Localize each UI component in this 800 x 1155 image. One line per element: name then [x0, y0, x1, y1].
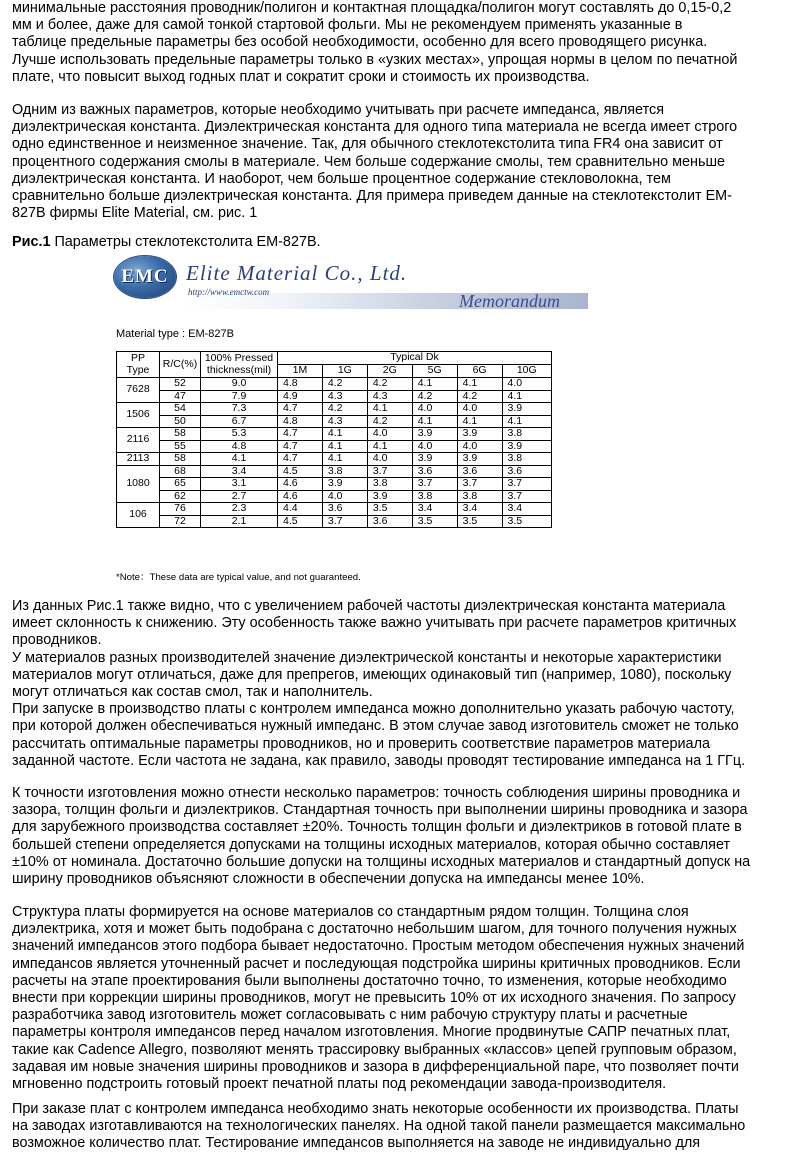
paragraph-2: Одним из важных параметров, которые необходимо учитывать при расчете импеданса, является диэлектрическая константа. Диэлектрическая константа для одного типа материала не всегда имеет строго одно единственное и неизменное значение. Так, для обычного стеклотекстолита типа FR4 она зависит от процентного содержания смолы в материале. Чем больше содержание смолы, тем сравнительно меньше диэлектрическая константа. И наоборот, чем больше процентное содержание стекловолокна, тем сравнительно больше диэлектрическая константа. Для примера приведем данные на стеклотекстолит EM- 827B фирмы Elite Material, см. рис. 1: [12, 102, 738, 222]
dk-table: [116, 351, 552, 528]
dk-value-cell: 4.0: [412, 403, 457, 416]
dk-value-cell: 4.7: [278, 428, 323, 441]
header-thickness: 100% Pressed thickness(mil): [201, 352, 278, 378]
dk-value-cell: 4.7: [278, 453, 323, 466]
header-freq: 1G: [322, 365, 367, 378]
company-name: Elite Material Co., Ltd.: [186, 261, 408, 285]
table-note: *Note：These data are typical value, and not guaranteed.: [116, 572, 361, 583]
dk-value-cell: 4.1: [457, 415, 502, 428]
dk-value-cell: 3.7: [412, 478, 457, 491]
table-row: [117, 415, 552, 428]
rc-cell: 55: [160, 440, 201, 453]
dk-value-cell: 4.5: [278, 465, 323, 478]
dk-value-cell: 3.6: [412, 465, 457, 478]
rc-cell: 65: [160, 478, 201, 491]
dk-value-cell: 4.0: [322, 490, 367, 503]
thickness-cell: 3.1: [201, 478, 278, 491]
dk-value-cell: 4.0: [457, 403, 502, 416]
dk-value-cell: 4.1: [322, 453, 367, 466]
rc-cell: 47: [160, 390, 201, 403]
figure-em827b: [112, 253, 598, 583]
dk-value-cell: 3.6: [502, 465, 551, 478]
dk-value-cell: 3.9: [322, 478, 367, 491]
dk-value-cell: 3.5: [367, 503, 412, 516]
dk-value-cell: 4.8: [278, 415, 323, 428]
thickness-cell: 5.3: [201, 428, 278, 441]
figure-caption-label: Рис.1: [12, 234, 51, 250]
thickness-cell: 9.0: [201, 378, 278, 391]
thickness-cell: 4.1: [201, 453, 278, 466]
dk-value-cell: 4.7: [278, 440, 323, 453]
dk-value-cell: 3.7: [502, 490, 551, 503]
header-freq: 1M: [278, 365, 323, 378]
dk-value-cell: 4.0: [367, 453, 412, 466]
dk-value-cell: 3.8: [322, 465, 367, 478]
dk-value-cell: 4.1: [367, 403, 412, 416]
dk-value-cell: 4.1: [322, 428, 367, 441]
table-row: [117, 428, 552, 441]
thickness-cell: 4.8: [201, 440, 278, 453]
dk-value-cell: 4.1: [502, 415, 551, 428]
paragraph-5: Структура платы формируется на основе материалов со стандартным рядом толщин. Толщина слоя диэлектрика, хотя и может быть подобрана с достаточно небольшим шагом, для точного получения нужных значений импедансов этого подбора бывает недостаточно. Простым методом обеспечения нужных значений импедансов является уточненный расчет и последующая подстройка ширины критичных проводников. Если расчеты на этапе проектирования были выполнены достаточно точно, то изменения, которые необходимо внести при коррекции ширины проводников, могут не превысить 10% от их исходного значения. По запросу разработчика завод изготовитель может согласовывать с ним рабочую структуру платы и расчетные параметры контроля импедансов перед началом изготовления. Многие продвинутые САПР печатных плат, такие как Cadence Allegro, позволяют менять трассировку выбранных «классов» цепей групповым образом, задавая им новые значения ширины проводников и зазора в дифференциальной паре, что позволяет почти мгновенно подстроить готовый проект печатной платы под рекомендации завода-производителя.: [12, 904, 745, 1093]
dk-value-cell: 4.0: [412, 440, 457, 453]
dk-value-cell: 4.8: [278, 378, 323, 391]
dk-value-cell: 4.2: [367, 415, 412, 428]
table-row: [117, 465, 552, 478]
header-freq: 10G: [502, 365, 551, 378]
dk-value-cell: 3.9: [412, 428, 457, 441]
paragraph-4: К точности изготовления можно отнести несколько параметров: точность соблюдения ширины проводника и зазора, толщин фольги и диэлектриков. Стандартная точность при выполнении ширины проводника и зазора для зарубежного производства составляет ±20%. Точность толщин фольги и диэлектриков в готовой плате в большей степени определяется допусками на толщины исходных материалов, которая обычно составляет ±10% от номинала. Достаточно большие допуски на толщины исходных материалов и стандартный допуск на ширину проводников объясняют сложности в обеспечении допуска на импедансы менее 10%.: [12, 785, 751, 888]
dk-value-cell: 3.5: [412, 515, 457, 528]
paragraph-1: минимальные расстояния проводник/полигон и контактная площадка/полигон могут составлять до 0,15-0,2 мм и более, даже для самой тонкой стартовой фольги. Мы не рекомендуем применять указанные в таблице предельные параметры без особой необходимости, особенно для всего проводящего рисунка. Лучше использовать предельные параметры только в «узких местах», упрощая нормы в целом по печатной плате, что повысит выход годных плат и сократит сроки и стоимость их производства.: [12, 0, 738, 85]
dk-value-cell: 4.3: [322, 415, 367, 428]
table-row: [117, 440, 552, 453]
dk-value-cell: 4.6: [278, 478, 323, 491]
rc-cell: 58: [160, 428, 201, 441]
dk-value-cell: 3.8: [412, 490, 457, 503]
pp-type-cell: 1506: [117, 403, 160, 428]
thickness-cell: 2.1: [201, 515, 278, 528]
memorandum-label: Memorandum: [459, 291, 560, 311]
thickness-cell: 2.7: [201, 490, 278, 503]
rc-cell: 58: [160, 453, 201, 466]
table-row: [117, 403, 552, 416]
dk-value-cell: 3.9: [457, 453, 502, 466]
figure-caption: [12, 234, 321, 251]
dk-value-cell: 3.9: [367, 490, 412, 503]
rc-cell: 68: [160, 465, 201, 478]
table-row: [117, 478, 552, 491]
rc-cell: 76: [160, 503, 201, 516]
dk-value-cell: 4.2: [322, 378, 367, 391]
header-freq: 2G: [367, 365, 412, 378]
emc-logo: [114, 256, 176, 298]
dk-value-cell: 4.2: [322, 403, 367, 416]
table-row: [117, 515, 552, 528]
dk-value-cell: 3.6: [457, 465, 502, 478]
dk-value-cell: 3.5: [502, 515, 551, 528]
dk-value-cell: 3.5: [457, 515, 502, 528]
pp-type-cell: 2116: [117, 428, 160, 453]
table-row: [117, 503, 552, 516]
dk-value-cell: 4.0: [502, 378, 551, 391]
pp-type-cell: 106: [117, 503, 160, 528]
rc-cell: 72: [160, 515, 201, 528]
dk-value-cell: 3.8: [457, 490, 502, 503]
dk-value-cell: 4.0: [457, 440, 502, 453]
dk-value-cell: 3.7: [367, 465, 412, 478]
dk-value-cell: 3.4: [502, 503, 551, 516]
header-freq: 5G: [412, 365, 457, 378]
dk-value-cell: 3.8: [502, 453, 551, 466]
dk-value-cell: 4.1: [322, 440, 367, 453]
table-row: [117, 453, 552, 466]
dk-value-cell: 4.2: [367, 378, 412, 391]
dk-value-cell: 4.1: [367, 440, 412, 453]
material-type: Material type : EM-827B: [116, 328, 234, 340]
rc-cell: 54: [160, 403, 201, 416]
dk-value-cell: 4.5: [278, 515, 323, 528]
paragraph-6: При заказе плат с контролем импеданса необходимо знать некоторые особенности их производства. Платы на заводах изготавливаются на технологических панелях. На одной такой панели размещается максимально возможное количество плат. Тестирование импедансов выполняется на заводе не индивидуально для: [12, 1101, 746, 1152]
thickness-cell: 3.4: [201, 465, 278, 478]
emc-logo-text: EMC: [121, 266, 169, 287]
dk-value-cell: 3.6: [322, 503, 367, 516]
dk-value-cell: 3.9: [502, 403, 551, 416]
figure-caption-text: Параметры стеклотекстолита EM-827B.: [50, 234, 321, 250]
dk-value-cell: 3.4: [457, 503, 502, 516]
dk-value-cell: 4.1: [457, 378, 502, 391]
dk-value-cell: 4.9: [278, 390, 323, 403]
thickness-cell: 6.7: [201, 415, 278, 428]
dk-value-cell: 3.7: [322, 515, 367, 528]
dk-value-cell: 3.6: [367, 515, 412, 528]
dk-value-cell: 3.9: [412, 453, 457, 466]
dk-value-cell: 4.1: [412, 415, 457, 428]
dk-value-cell: 4.0: [367, 428, 412, 441]
paragraph-3: Из данных Рис.1 также видно, что с увеличением рабочей частоты диэлектрическая константа материала имеет склонность к снижению. Эту особенность также важно учитывать при расчете параметров критичных проводников. У материалов разных производителей значение диэлектрической константы и некоторые характеристики материалов могут отличаться, даже для препрегов, имеющих одинаковый тип (например, 1080), поскольку могут отличаться как состав смол, так и наполнитель. При запуске в производство платы с контролем импеданса можно дополнительно указать рабочую частоту, при которой должен обеспечиваться нужный импеданс. В этом случае завод изготовитель сможет не только рассчитать оптимальные параметры проводников, но и проверить соответствие параметров материала заданной частоте. Если частота не задана, как правило, заводы проводят тестирование импеданса на 1 ГГц.: [12, 598, 746, 769]
dk-value-cell: 3.7: [502, 478, 551, 491]
dk-value-cell: 3.4: [412, 503, 457, 516]
dk-value-cell: 3.9: [457, 428, 502, 441]
thickness-cell: 2.3: [201, 503, 278, 516]
dk-value-cell: 3.9: [502, 440, 551, 453]
rc-cell: 50: [160, 415, 201, 428]
dk-value-cell: 4.7: [278, 403, 323, 416]
thickness-cell: 7.9: [201, 390, 278, 403]
dk-value-cell: 4.2: [412, 390, 457, 403]
header-pp-type: PP Type: [117, 352, 160, 378]
table-row: [117, 378, 552, 391]
dk-value-cell: 3.8: [367, 478, 412, 491]
rc-cell: 62: [160, 490, 201, 503]
dk-value-cell: 3.7: [457, 478, 502, 491]
company-url: http://www.emctw.com: [188, 287, 270, 297]
dk-value-cell: 4.1: [412, 378, 457, 391]
table-row: [117, 390, 552, 403]
header-rc: R/C(%): [160, 352, 201, 378]
dk-value-cell: 4.2: [457, 390, 502, 403]
dk-value-cell: 4.4: [278, 503, 323, 516]
thickness-cell: 7.3: [201, 403, 278, 416]
pp-type-cell: 1080: [117, 465, 160, 503]
header-freq: 6G: [457, 365, 502, 378]
dk-value-cell: 4.3: [322, 390, 367, 403]
pp-type-cell: 7628: [117, 378, 160, 403]
dk-value-cell: 4.6: [278, 490, 323, 503]
rc-cell: 52: [160, 378, 201, 391]
dk-value-cell: 4.3: [367, 390, 412, 403]
dk-value-cell: 3.8: [502, 428, 551, 441]
dk-value-cell: 4.1: [502, 390, 551, 403]
pp-type-cell: 2113: [117, 453, 160, 466]
header-typical-dk: Typical Dk: [278, 352, 552, 365]
table-row: [117, 490, 552, 503]
